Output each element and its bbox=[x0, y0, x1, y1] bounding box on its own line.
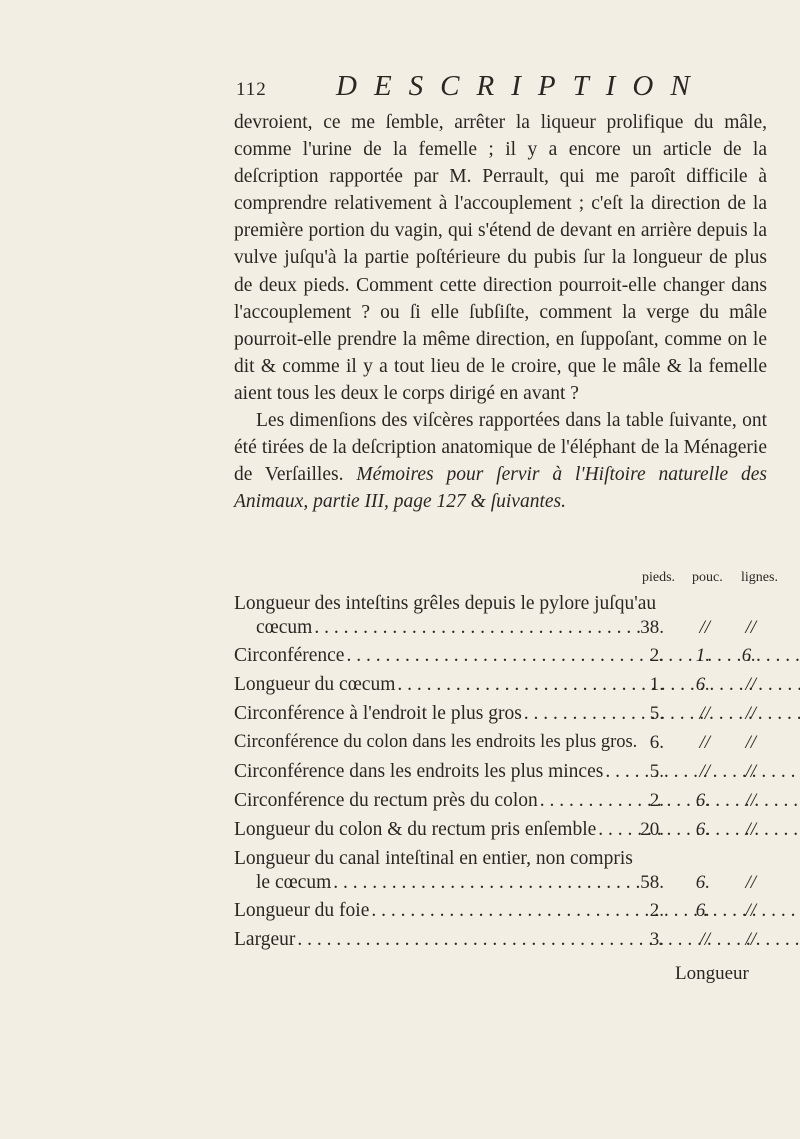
cell-lignes: // bbox=[745, 900, 756, 921]
cell-pouc: // bbox=[699, 732, 710, 753]
cell-lignes: // bbox=[745, 703, 756, 724]
header-pieds: pieds. bbox=[642, 570, 676, 585]
table-row bbox=[234, 928, 779, 957]
cell-pouc: // bbox=[699, 616, 710, 638]
paragraph-2 bbox=[234, 407, 767, 515]
table-row bbox=[234, 847, 779, 899]
cell-pouc: 6. bbox=[695, 819, 710, 840]
cell-pieds: 38. bbox=[640, 616, 664, 638]
cell-pieds: 20. bbox=[640, 819, 664, 840]
cell-pieds: 2. bbox=[649, 900, 664, 921]
cell-lignes: // bbox=[745, 790, 756, 811]
table-row bbox=[234, 899, 779, 928]
cell-lignes: // bbox=[745, 929, 756, 950]
table-row bbox=[234, 644, 779, 673]
row-label: Circonférence du colon dans les endroits les plus gros. bbox=[234, 732, 638, 752]
row-label: Circonférence dans les endroits les plus minces bbox=[234, 761, 604, 782]
catchword: Longueur bbox=[675, 963, 749, 984]
cell-lignes: // bbox=[745, 871, 756, 893]
cell-lignes: // bbox=[745, 674, 756, 695]
cell-pouc: // bbox=[699, 761, 710, 782]
table-row bbox=[234, 789, 779, 818]
cell-pieds: 3. bbox=[649, 929, 664, 950]
cell-pouc: 6. bbox=[695, 674, 710, 695]
table-row bbox=[234, 731, 779, 760]
table-row bbox=[234, 702, 779, 731]
row-label: Longueur du canal inteſtinal en entier, non compris bbox=[234, 848, 633, 869]
row-label-continued: cœcum bbox=[256, 616, 313, 638]
table-row bbox=[234, 818, 779, 847]
page-header bbox=[236, 70, 766, 104]
table-row bbox=[234, 673, 779, 702]
header-pouc: pouc. bbox=[692, 570, 723, 585]
dimensions-table bbox=[234, 592, 779, 957]
row-label-continued: le cœcum bbox=[256, 871, 332, 893]
paragraph-2-text: Les dimenſions des viſcères rapportées dans la table ſuivante, ont été tirées de la deſcription anatomique de l'éléphant de la Ménagerie de Verſailles. bbox=[234, 410, 767, 486]
cell-pouc: // bbox=[699, 929, 710, 950]
row-label: Circonférence bbox=[234, 645, 345, 666]
paragraph-1: devroient, ce me ſemble, arrêter la liqueur prolifique du mâle, comme l'urine de la femelle ; il y a encore un article de la deſcription rapportée par M. Perrault, qui me paroît difficile à comprendre relativement à l'accouplement ; c'eſt la direction de la première portion du vagin, qui s'étend de devant en arrière depuis la vulve juſqu'à la partie poſtérieure du pubis ſur la longueur de plus de deux pieds. Comment cette direction pourroit-elle changer dans l'accouplement ? ou ſi elle ſubſiſte, comment la verge du mâle pourroit-elle prendre la même direction, en ſuppoſant, comme on le dit & comme il y a tout lieu de le croire, que le mâle & la femelle aient tous les deux le corps dirigé en avant ? bbox=[234, 112, 767, 404]
table-row bbox=[234, 760, 779, 789]
row-label: Longueur du foie bbox=[234, 900, 370, 921]
row-label: Longueur des inteſtins grêles depuis le pylore juſqu'au bbox=[234, 593, 657, 614]
cell-lignes: // bbox=[745, 732, 756, 753]
row-label: Circonférence à l'endroit le plus gros bbox=[234, 703, 522, 724]
citation: Mémoires pour ſervir à l'Hiſtoire naturelle des Animaux, partie III, page 127 & ſuivantes. bbox=[234, 464, 768, 513]
cell-pieds: 6. bbox=[649, 732, 664, 753]
running-title: DESCRIPTION bbox=[336, 70, 707, 102]
page-number: 112 bbox=[236, 79, 267, 100]
cell-pouc: 6. bbox=[695, 790, 710, 811]
table-row bbox=[234, 592, 779, 644]
cell-lignes: // bbox=[745, 819, 756, 840]
row-label: Largeur bbox=[234, 929, 296, 950]
cell-pieds: 2. bbox=[649, 645, 664, 666]
row-label: Longueur du cœcum bbox=[234, 674, 396, 695]
body-text bbox=[234, 109, 767, 515]
table-header bbox=[642, 570, 777, 592]
cell-lignes: // bbox=[745, 761, 756, 782]
cell-lignes: // bbox=[745, 616, 756, 638]
cell-pieds: 1. bbox=[649, 674, 664, 695]
cell-pieds: 58. bbox=[640, 871, 664, 893]
cell-pouc: // bbox=[699, 703, 710, 724]
cell-pieds: 2. bbox=[649, 790, 664, 811]
cell-lignes: 6. bbox=[741, 645, 756, 666]
cell-pouc: 6. bbox=[695, 871, 710, 893]
row-label: Longueur du colon & du rectum pris enſemble bbox=[234, 819, 597, 840]
cell-pieds: 5. bbox=[649, 703, 664, 724]
cell-pouc: 6. bbox=[695, 900, 710, 921]
cell-pieds: 5. bbox=[649, 761, 664, 782]
header-lignes: lignes. bbox=[741, 570, 778, 585]
cell-pouc: 1. bbox=[695, 645, 710, 666]
row-label: Circonférence du rectum près du colon bbox=[234, 790, 538, 811]
